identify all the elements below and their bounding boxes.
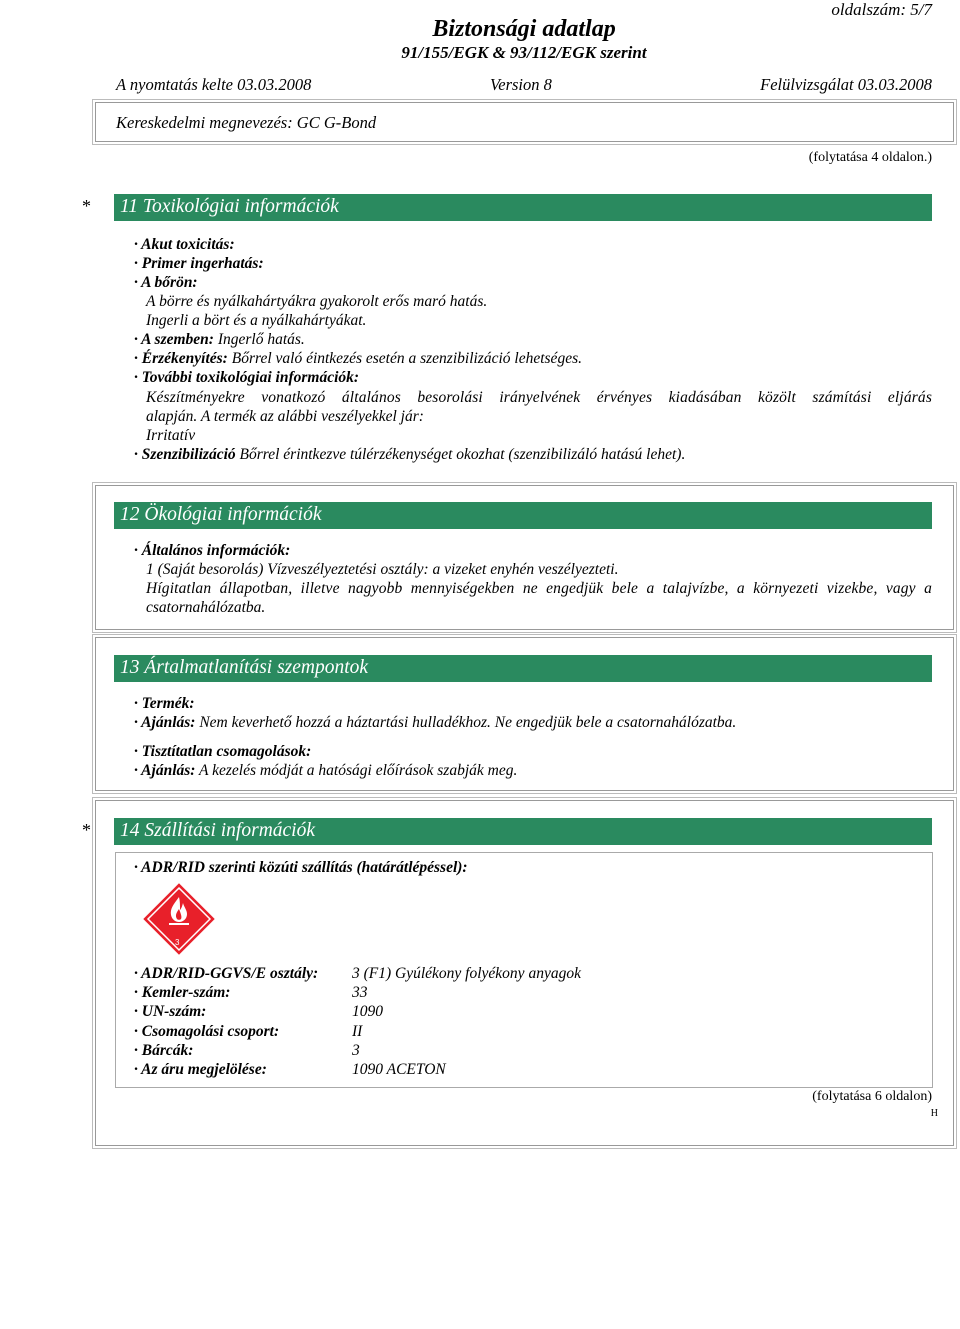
sensitization (134, 350, 582, 368)
eco-line-2: Hígitatlan állapotban, illetve nagyobb mennyiségekben ne engedjük bele a talajvízbe, a környezeti vizekbe, vagy a (146, 580, 932, 597)
section-12-title: 12 Ökológiai információk (120, 504, 322, 525)
general-info-label: · Általános információk: (134, 542, 291, 559)
section-12-header (114, 502, 932, 529)
section-14-title: 14 Szállítási információk (120, 820, 315, 841)
adr-field-value: 3 (352, 1041, 360, 1059)
recommendation-2 (134, 762, 517, 780)
rec1-value: Nem keverhető hozzá a háztartási hulladékhoz. Ne engedjük bele a csatornahálózatba. (195, 714, 737, 731)
on-skin-line-2: Ingerli a bört és a nyálkahártyákat. (146, 312, 367, 329)
adr-field-label: · ADR/RID-GGVS/E osztály: (134, 965, 319, 982)
placard-class-number: 3 (175, 938, 180, 947)
additional-tox-label: · További toxikológiai információk: (134, 369, 360, 386)
szenz-value: Bőrrel érintkezve túlérzékenységet okozhat (szenzibilizáló hatású lehet). (235, 446, 686, 463)
trade-name: Kereskedelmi megnevezés: GC G-Bond (116, 113, 377, 132)
on-skin-line-1: A börre és nyálkahártyákra gyakorolt erős maró hatás. (146, 293, 488, 310)
footer-mark: H (930, 1108, 938, 1119)
szenzibilizacio (134, 446, 685, 464)
section-14-header (114, 818, 932, 845)
section-13-header (114, 655, 932, 682)
change-marker: * (82, 196, 91, 216)
primary-irritation-label: · Primer ingerhatás: (134, 255, 264, 272)
szenz-label: · Szenzibilizáció (134, 446, 236, 463)
rec1-label: · Ajánlás: (134, 714, 196, 731)
section-13-title: 13 Ártalmatlanítási szempontok (120, 657, 369, 678)
adr-road-transport-label: · ADR/RID szerinti közúti szállítás (határátlépéssel): (134, 859, 468, 876)
recommendation-1 (134, 714, 736, 732)
adr-field-label: · UN-szám: (134, 1003, 207, 1021)
adr-field-value: 3 (F1) Gyúlékony folyékony anyagok (352, 965, 581, 982)
continued-to: (folytatása 6 oldalon) (812, 1089, 932, 1104)
product-label: · Termék: (134, 695, 195, 712)
section-11-title: 11 Toxikológiai információk (120, 196, 339, 217)
eye-label: · A szemben: (134, 331, 214, 348)
packaging-label: · Tisztítatlan csomagolások: (134, 743, 312, 760)
additional-tox-line-3: Irritatív (146, 427, 196, 444)
revision-date: Felülvizsgálat 03.03.2008 (760, 75, 932, 94)
adr-field-value: 33 (352, 984, 368, 1002)
adr-field-label: · Csomagolási csoport: (134, 1022, 280, 1040)
section-11-header (114, 194, 932, 221)
version: Version 8 (490, 75, 552, 94)
sensitization-value: Bőrrel való éintkezés esetén a szenzibilizáció lehetséges. (227, 350, 582, 367)
acute-toxicity-label: · Akut toxicitás: (134, 236, 235, 253)
adr-field-label: · Bárcák: (134, 1041, 194, 1059)
rec2-label: · Ajánlás: (134, 762, 196, 779)
adr-field-value: II (352, 1022, 363, 1040)
adr-field-label: · Az áru megjelölése: (134, 1061, 267, 1078)
additional-tox-line-1: Készítményekre vonatkozó általános besorolási irányelvének érvényes kiadásában közölt számítási eljárás (146, 389, 932, 406)
additional-tox-line-2: alapján. A termék az alábbi veszélyekkel jár: (146, 408, 424, 425)
change-marker: * (82, 820, 91, 840)
print-date: A nyomtatás kelte 03.03.2008 (116, 75, 312, 94)
rec2-value: A kezelés módját a hatósági előírások szabják meg. (195, 762, 518, 779)
eye-value: Ingerlő hatás. (213, 331, 305, 348)
continued-from: (folytatása 4 oldalon.) (808, 150, 932, 165)
trade-name-box (95, 102, 954, 142)
eco-line-1: 1 (Saját besorolás) Vízveszélyeztetési osztály: a vizeket enyhén veszélyezteti. (146, 561, 619, 578)
adr-field-value: 1090 (352, 1003, 383, 1021)
adr-field-label: · Kemler-szám: (134, 984, 231, 1002)
adr-field-value: 1090 ACETON (352, 1061, 446, 1078)
sensitization-label: · Érzékenyítés: (134, 350, 228, 367)
eye-effect (134, 331, 305, 349)
document-title: Biztonsági adatlap (432, 16, 616, 42)
flammable-hazard-placard-icon (143, 883, 215, 955)
page-number: oldalszám: 5/7 (831, 0, 932, 19)
on-skin-label: · A bőrön: (134, 274, 198, 291)
document-subtitle: 91/155/EGK & 93/112/EGK szerint (401, 43, 647, 62)
eco-line-3: csatornahálózatba. (146, 599, 266, 616)
